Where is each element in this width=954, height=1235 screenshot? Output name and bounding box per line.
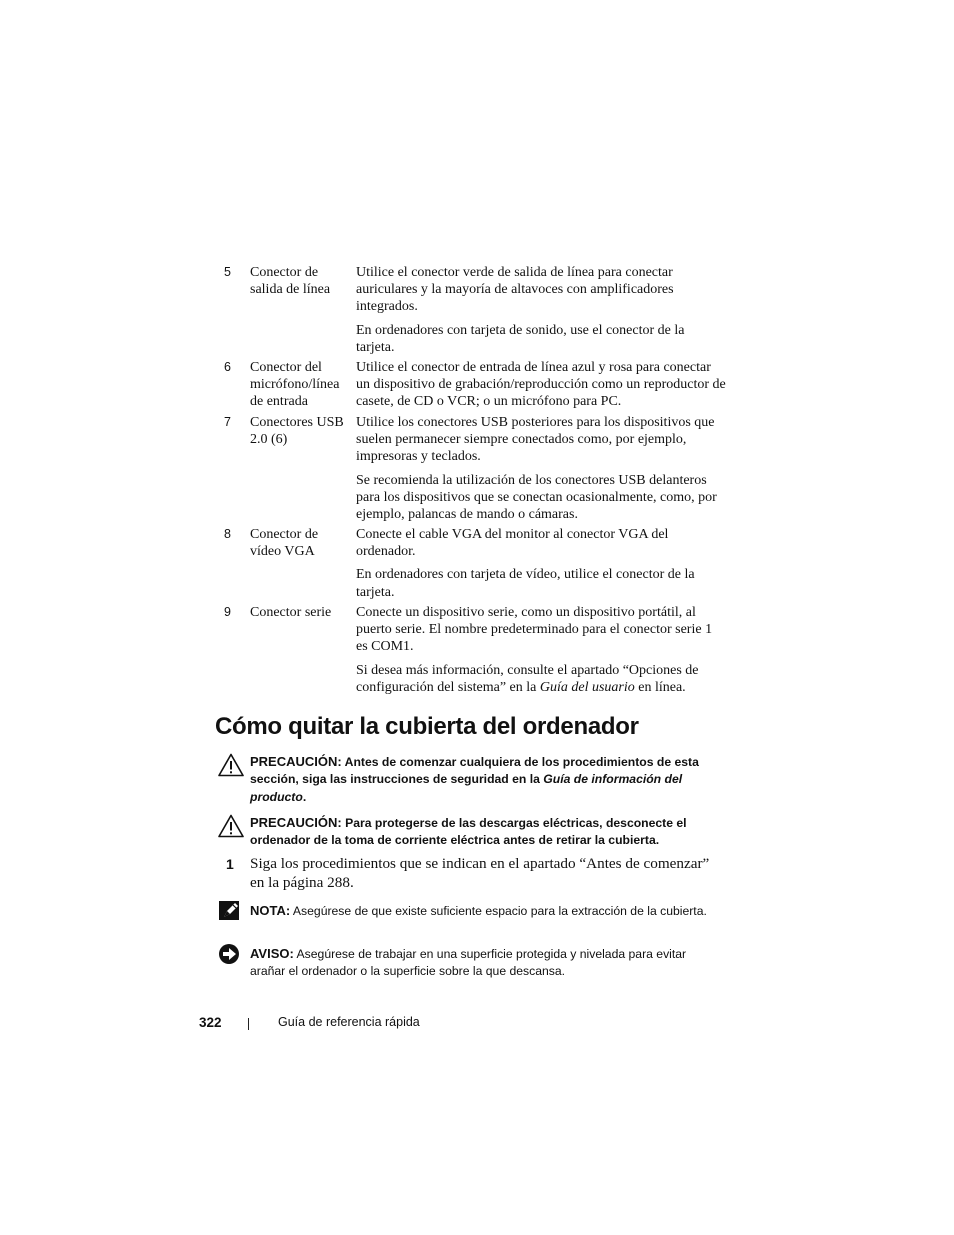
description-paragraph: Conecte el cable VGA del monitor al conector VGA del ordenador.	[356, 527, 669, 560]
product-info-reference: Guía de información del producto	[250, 772, 683, 804]
row-number: 5	[224, 265, 231, 279]
notice-label: AVISO:	[250, 946, 294, 961]
description-paragraph	[356, 662, 726, 696]
connector-name: Conectores USB 2.0 (6)	[250, 415, 344, 448]
description-paragraph: En ordenadores con tarjeta de sonido, use el conector de la tarjeta.	[356, 322, 685, 355]
step-text: Siga los procedimientos que se indican en el apartado “Antes de comenzar” en la página 288.	[250, 855, 710, 891]
connector-name: Conector serie	[250, 605, 332, 620]
row-number: 6	[224, 360, 231, 374]
running-head: Guía de referencia rápida	[278, 1015, 420, 1029]
page-number: 322	[199, 1015, 222, 1030]
caution-triangle-icon	[218, 753, 244, 777]
text-span: Asegúrese de trabajar en una superficie protegida y nivelada para evitar arañar el ordenador o la superficie sobre la que descansa.	[250, 947, 687, 979]
step-number: 1	[226, 856, 234, 872]
text-span: .	[302, 789, 307, 804]
row-number: 9	[224, 605, 231, 619]
description-paragraph: En ordenadores con tarjeta de vídeo, utilice el conector de la tarjeta.	[356, 567, 695, 600]
connector-name: Conector de salida de línea	[250, 265, 331, 298]
caution-label: PRECAUCIÓN:	[250, 815, 342, 830]
note-pencil-icon	[218, 900, 244, 924]
description-paragraph: Se recomienda la utilización de los conectores USB delanteros para los dispositivos que se conectan ocasionalmente, como, por ejemplo, palancas de mando o cámaras.	[356, 472, 717, 523]
caution-text	[250, 753, 710, 806]
text-span: Para protegerse de las descargas eléctricas, desconecte el ordenador de la toma de corriente eléctrica antes de retirar la cubierta.	[250, 816, 687, 848]
text-span: Si desea más información, consulte el apartado “Opciones de configuración del sistema” en la	[356, 662, 699, 695]
text-span: Antes de comenzar cualquiera de los procedimientos de esta sección, siga las instrucciones de seguridad en la	[250, 755, 699, 787]
description-paragraph: Utilice el conector verde de salida de línea para conectar auriculares y la mayoría de altavoces con amplificadores integrados.	[356, 265, 674, 315]
section-title: Cómo quitar la cubierta del ordenador	[215, 713, 639, 740]
connector-name: Conector del micrófono/línea de entrada	[250, 360, 340, 410]
connector-description	[356, 414, 726, 529]
user-guide-reference: Guía del usuario	[539, 679, 635, 695]
description-paragraph: Conecte un dispositivo serie, como un dispositivo portátil, al puerto serie. El nombre predeterminado para el conector serie 1 es COM1.	[356, 605, 713, 655]
description-paragraph: Utilice los conectores USB posteriores para los dispositivos que suelen permanecer siempre conectados como, por ejemplo, impresoras y teclados.	[356, 415, 715, 465]
row-number: 8	[224, 527, 231, 541]
note-text	[250, 902, 710, 920]
caution-triangle-icon	[218, 814, 244, 838]
caution-label: PRECAUCIÓN:	[250, 754, 342, 769]
text-span: en línea.	[634, 679, 686, 695]
footer-divider	[248, 1018, 249, 1030]
connector-description	[356, 604, 726, 702]
caution-text	[250, 814, 710, 850]
connector-description	[356, 264, 726, 362]
notice-text	[250, 945, 710, 981]
connector-name: Conector de vídeo VGA	[250, 527, 319, 560]
row-number: 7	[224, 415, 231, 429]
connector-description	[356, 526, 726, 607]
description-paragraph: Utilice el conector de entrada de línea azul y rosa para conectar un dispositivo de grabación/reproducción como un reproductor de casete, de CD o VCR; o un micrófono para PC.	[356, 360, 726, 410]
notice-arrow-icon	[218, 943, 244, 967]
note-label: NOTA:	[250, 903, 291, 918]
connector-description	[356, 359, 726, 417]
text-span: Asegúrese de que existe suficiente espacio para la extracción de la cubierta.	[290, 904, 707, 918]
